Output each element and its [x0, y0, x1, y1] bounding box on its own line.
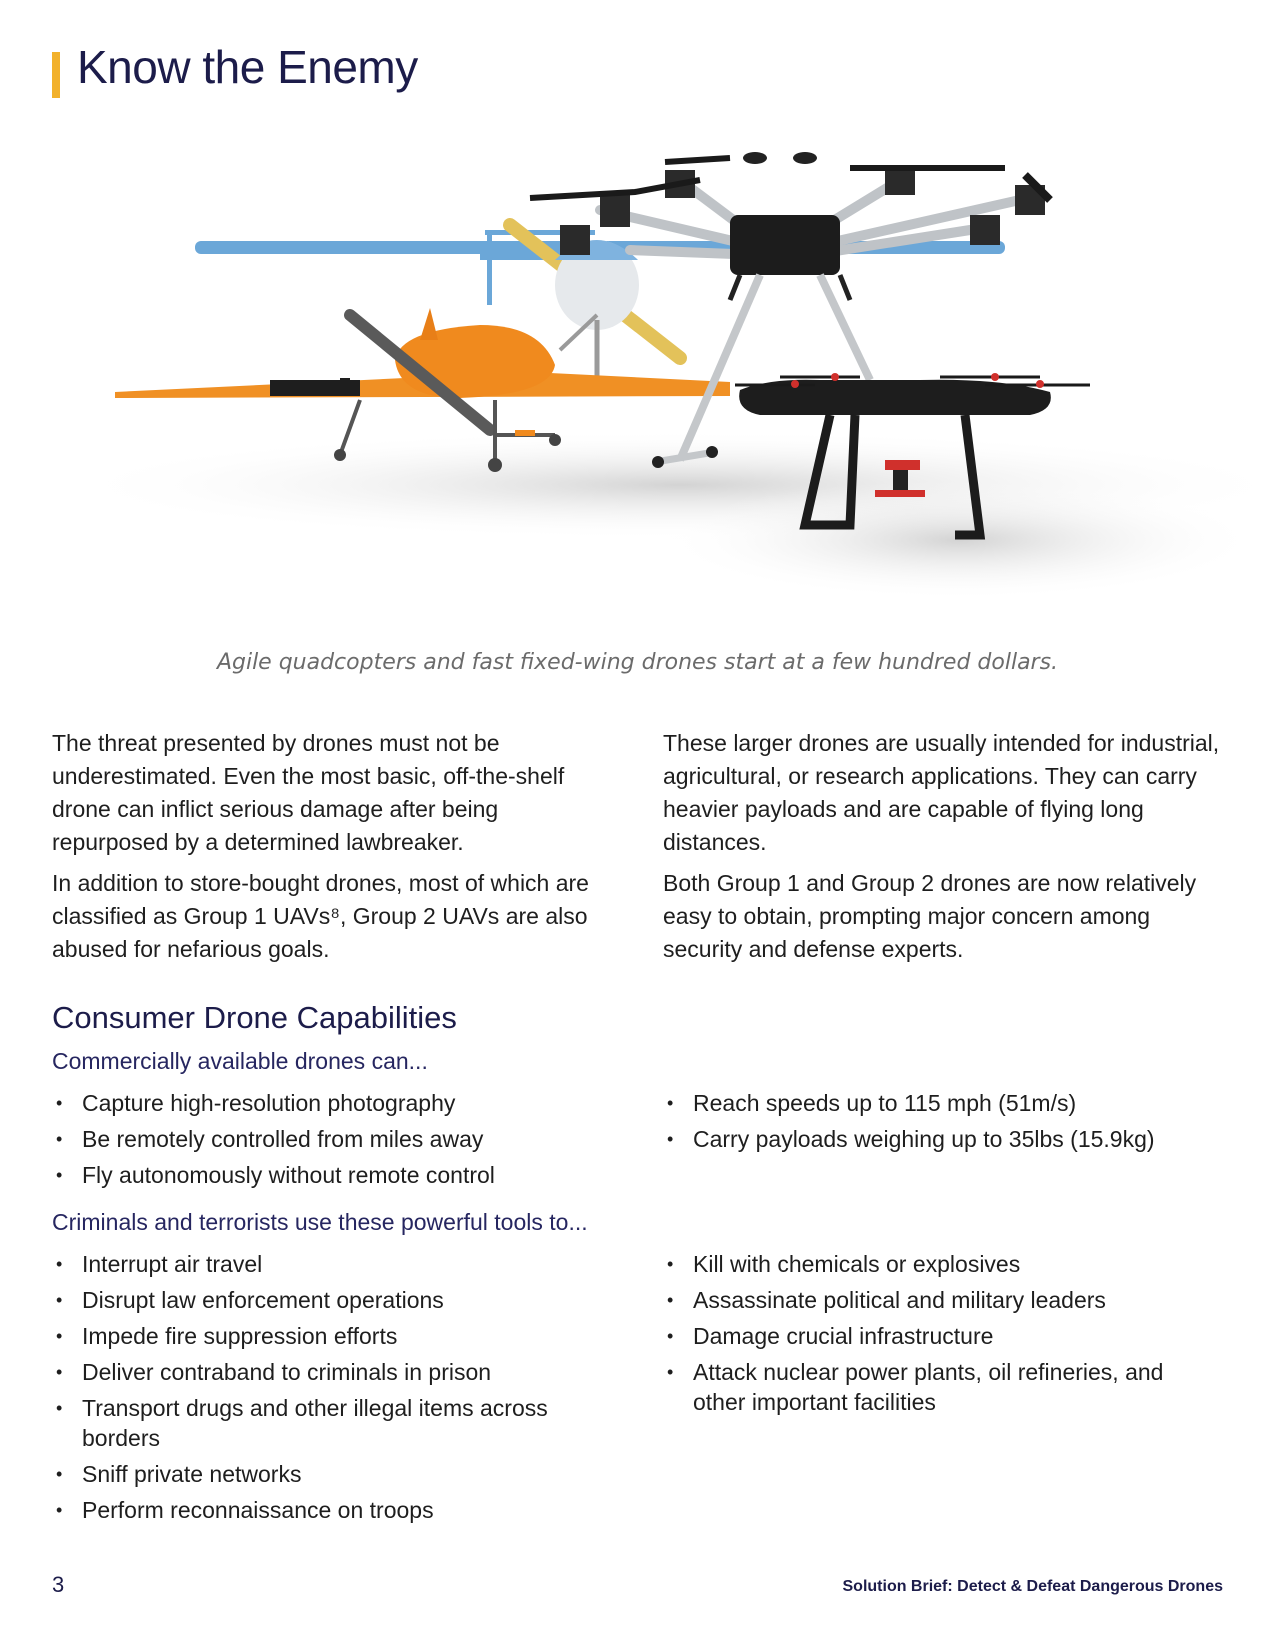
commercial-list-right	[663, 1088, 1183, 1160]
list-item: • Reach speeds up to 115 mph (51m/s)	[663, 1088, 1183, 1118]
list-item: • Carry payloads weighing up to 35lbs (15.9kg)	[663, 1124, 1183, 1154]
section-heading: Consumer Drone Capabilities	[52, 1000, 457, 1035]
list-item: • Capture high-resolution photography	[52, 1088, 572, 1118]
commercial-list-left	[52, 1088, 572, 1196]
list-item: • Sniff private networks	[52, 1459, 572, 1489]
drones-illustration	[40, 140, 1270, 620]
list-item: • Be remotely controlled from miles away	[52, 1124, 572, 1154]
list-item: • Damage crucial infrastructure	[663, 1321, 1203, 1351]
intro-right-column	[663, 727, 1223, 974]
list-item: • Transport drugs and other illegal items across borders	[52, 1393, 572, 1453]
intro-paragraph: In addition to store-bought drones, most of which are classified as Group 1 UAVs⁸, Group 2 UAVs are also abused for nefarious goals.	[52, 870, 589, 962]
blue-fixed-wing-drone	[195, 225, 1005, 395]
list-item: • Interrupt air travel	[52, 1249, 572, 1279]
intro-left-column	[52, 727, 612, 974]
title-accent-bar	[52, 52, 60, 98]
criminal-subheading: Criminals and terrorists use these powerful tools to...	[52, 1209, 588, 1235]
intro-paragraph: Both Group 1 and Group 2 drones are now relatively easy to obtain, prompting major concern among security and defense experts.	[663, 870, 1197, 962]
criminal-list-left	[52, 1249, 572, 1531]
footer-title: Solution Brief: Detect & Defeat Dangerous Drones	[842, 1578, 1223, 1595]
criminal-list-right	[663, 1249, 1203, 1423]
list-item: • Attack nuclear power plants, oil refineries, and other important facilities	[663, 1357, 1203, 1417]
list-item: • Deliver contraband to criminals in prison	[52, 1357, 572, 1387]
list-item: • Fly autonomously without remote control	[52, 1160, 572, 1190]
intro-paragraph: The threat presented by drones must not be underestimated. Even the most basic, off-the-shelf drone can inflict serious damage after being repurposed by a determined lawbreaker.	[52, 730, 565, 855]
list-item: • Impede fire suppression efforts	[52, 1321, 572, 1351]
list-item: • Perform reconnaissance on troops	[52, 1495, 572, 1525]
image-caption: Agile quadcopters and fast fixed-wing drones start at a few hundred dollars.	[216, 650, 1059, 675]
list-item: • Kill with chemicals or explosives	[663, 1249, 1203, 1279]
page-number: 3	[52, 1572, 65, 1597]
page-title: Know the Enemy	[77, 41, 418, 93]
list-item: • Assassinate political and military leaders	[663, 1285, 1203, 1315]
list-item: • Disrupt law enforcement operations	[52, 1285, 572, 1315]
intro-paragraph: These larger drones are usually intended for industrial, agricultural, or research applications. They can carry heavier payloads and are capable of flying long distances.	[663, 730, 1220, 855]
commercial-subheading: Commercially available drones can...	[52, 1048, 428, 1074]
